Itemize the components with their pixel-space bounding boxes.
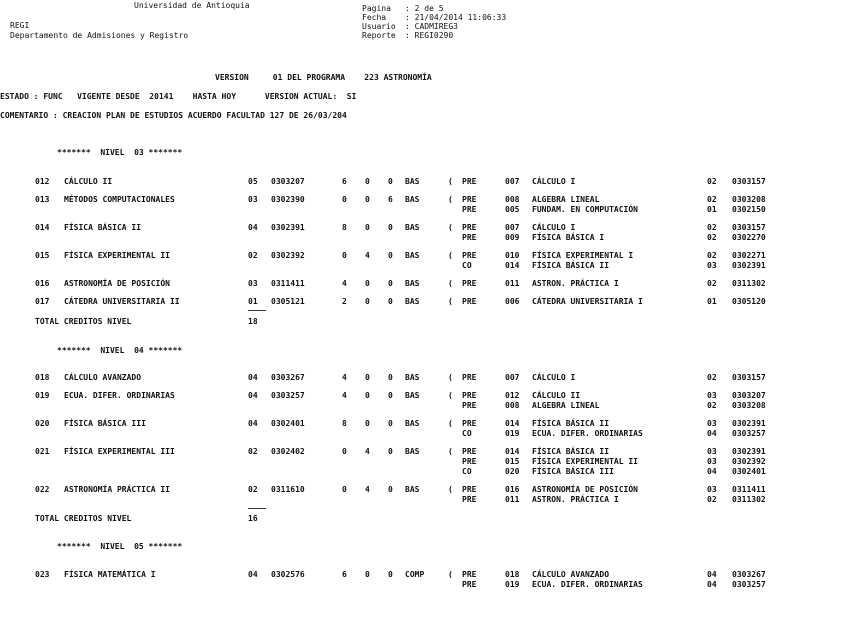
requirement-number: 012 [505,391,520,400]
course-number: 019 [35,391,50,400]
requirement-code: 0303257 [732,429,766,438]
requirement-number: 014 [505,261,520,270]
course-code: 0302576 [271,570,305,579]
course-code: 0305121 [271,297,305,306]
course-credits: 01 [248,297,258,306]
total-credits-value: 16 [248,514,258,523]
course-number: 020 [35,419,50,428]
course-name: FÍSICA MATEMÁTICA I [64,570,156,579]
course-paren: ( [448,297,453,306]
requirement-number: 011 [505,495,520,504]
course-code: 0302401 [271,419,305,428]
requirement-name: FUNDAM. EN COMPUTACIÓN [532,205,638,214]
course-name: CÁLCULO II [64,177,113,186]
system-name: REGI [10,21,30,30]
requirement-kind: PRE [462,485,477,494]
requirement-number: 008 [505,401,520,410]
total-credits-label: TOTAL CREDITOS NIVEL [35,317,132,326]
course-credits: 04 [248,223,258,232]
requirement-number: 010 [505,251,520,260]
course-credits: 03 [248,279,258,288]
requirement-code: 0311302 [732,279,766,288]
requirement-credits: 01 [707,205,717,214]
requirement-kind: PRE [462,391,477,400]
course-name: ASTRONOMÍA DE POSICIÓN [64,279,170,288]
course-credits: 02 [248,251,258,260]
course-hours-lab: 0 [388,447,393,456]
course-name: MÉTODOS COMPUTACIONALES [64,195,175,204]
requirement-credits: 02 [707,401,717,410]
requirement-kind: PRE [462,447,477,456]
meta-value-page: : 2 de 5 [405,4,444,13]
requirement-kind: PRE [462,297,477,306]
requirement-kind: PRE [462,279,477,288]
requirement-kind: PRE [462,233,477,242]
requirement-name: FÍSICA BÁSICA II [532,419,610,428]
requirement-name: ECUA. DIFER. ORDINARIAS [532,429,643,438]
course-code: 0302392 [271,251,305,260]
requirement-number: 009 [505,233,520,242]
course-name: CÁLCULO AVANZADO [64,373,142,382]
course-hours-theory: 4 [342,279,347,288]
requirement-kind: PRE [462,251,477,260]
requirement-credits: 04 [707,467,717,476]
requirement-credits: 04 [707,580,717,589]
meta-label-page: Pagina [362,4,391,13]
course-hours-lab: 6 [388,195,393,204]
course-hours-practice: 4 [365,485,370,494]
course-number: 023 [35,570,50,579]
requirement-code: 0302392 [732,457,766,466]
requirement-name: FÍSICA BÁSICA II [532,261,610,270]
course-paren: ( [448,177,453,186]
course-number: 017 [35,297,50,306]
requirement-number: 014 [505,447,520,456]
requirement-credits: 02 [707,223,717,232]
course-credits: 05 [248,177,258,186]
requirement-kind: PRE [462,223,477,232]
requirement-name: FÍSICA EXPERIMENTAL II [532,457,638,466]
total-credits-label: TOTAL CREDITOS NIVEL [35,514,132,523]
level-title: ******* NIVEL 03 ******* [57,148,183,157]
course-name: ASTRONOMÍA PRÁCTICA II [64,485,170,494]
requirement-name: CÁLCULO I [532,177,576,186]
course-hours-theory: 8 [342,419,347,428]
requirement-name: CÁTEDRA UNIVERSITARIA I [532,297,643,306]
requirement-number: 019 [505,580,520,589]
course-hours-lab: 0 [388,391,393,400]
course-hours-theory: 4 [342,391,347,400]
requirement-kind: PRE [462,570,477,579]
course-number: 022 [35,485,50,494]
requirement-kind: PRE [462,401,477,410]
requirement-credits: 02 [707,233,717,242]
requirement-number: 007 [505,223,520,232]
course-paren: ( [448,419,453,428]
course-hours-lab: 0 [388,177,393,186]
course-hours-theory: 0 [342,251,347,260]
requirement-code: 0311302 [732,495,766,504]
course-hours-practice: 0 [365,391,370,400]
requirement-credits: 02 [707,495,717,504]
requirement-code: 0302391 [732,261,766,270]
requirement-number: 014 [505,419,520,428]
requirement-name: ASTRON. PRÁCTICA I [532,495,619,504]
meta-label-user: Usuario [362,22,396,31]
requirement-code: 0303157 [732,223,766,232]
course-code: 0311610 [271,485,305,494]
requirement-name: FÍSICA BÁSICA III [532,467,614,476]
course-type: BAS [405,223,420,232]
requirement-code: 0302270 [732,233,766,242]
course-name: ECUA. DIFER. ORDINARIAS [64,391,175,400]
requirement-kind: CO [462,429,472,438]
comentario-line: COMENTARIO : CREACION PLAN DE ESTUDIOS ACUERDO FACULTAD 127 DE 26/03/204 [0,111,347,120]
requirement-name: ASTRON. PRÁCTICA I [532,279,619,288]
course-hours-theory: 4 [342,373,347,382]
course-hours-lab: 0 [388,419,393,428]
level-title: ******* NIVEL 05 ******* [57,542,183,551]
meta-label-report: Reporte [362,31,396,40]
course-hours-theory: 0 [342,447,347,456]
requirement-name: ALGEBRA LINEAL [532,401,600,410]
requirement-kind: PRE [462,580,477,589]
course-hours-theory: 2 [342,297,347,306]
version-line: VERSION 01 DEL PROGRAMA 223 ASTRONOMÍA [215,73,432,82]
meta-value-user: : CADMIREG3 [405,22,458,31]
course-credits: 02 [248,447,258,456]
course-paren: ( [448,251,453,260]
requirement-name: FÍSICA BÁSICA II [532,447,610,456]
meta-label-date: Fecha [362,13,387,22]
course-hours-theory: 6 [342,177,347,186]
course-name: CÁTEDRA UNIVERSITARIA II [64,297,180,306]
course-type: COMP [405,570,425,579]
requirement-number: 011 [505,279,520,288]
requirement-number: 007 [505,373,520,382]
requirement-code: 0303157 [732,177,766,186]
requirement-credits: 01 [707,297,717,306]
course-type: BAS [405,373,420,382]
course-number: 014 [35,223,50,232]
course-paren: ( [448,391,453,400]
course-type: BAS [405,195,420,204]
course-credits: 04 [248,373,258,382]
course-type: BAS [405,485,420,494]
university-name: Universidad de Antioquia [134,1,250,10]
course-type: BAS [405,297,420,306]
course-hours-practice: 0 [365,223,370,232]
course-hours-theory: 8 [342,223,347,232]
requirement-credits: 03 [707,457,717,466]
course-hours-practice: 0 [365,570,370,579]
requirement-number: 019 [505,429,520,438]
course-hours-lab: 0 [388,251,393,260]
total-separator [248,508,266,509]
course-paren: ( [448,223,453,232]
course-code: 0311411 [271,279,305,288]
course-hours-theory: 0 [342,485,347,494]
meta-value-report: : REGI0290 [405,31,454,40]
requirement-kind: PRE [462,457,477,466]
requirement-name: ASTRONOMÍA DE POSICIÓN [532,485,638,494]
requirement-number: 018 [505,570,520,579]
requirement-number: 016 [505,485,520,494]
course-paren: ( [448,195,453,204]
requirement-code: 0303267 [732,570,766,579]
requirement-code: 0302391 [732,447,766,456]
course-name: FÍSICA EXPERIMENTAL III [64,447,175,456]
course-hours-practice: 4 [365,447,370,456]
course-hours-lab: 0 [388,373,393,382]
requirement-number: 020 [505,467,520,476]
course-hours-practice: 4 [365,251,370,260]
course-type: BAS [405,447,420,456]
course-credits: 04 [248,391,258,400]
course-number: 013 [35,195,50,204]
course-type: BAS [405,419,420,428]
requirement-kind: PRE [462,495,477,504]
requirement-credits: 02 [707,177,717,186]
requirement-code: 0303157 [732,373,766,382]
course-hours-practice: 0 [365,177,370,186]
requirement-kind: PRE [462,195,477,204]
requirement-number: 015 [505,457,520,466]
course-hours-practice: 0 [365,297,370,306]
requirement-name: CÁLCULO II [532,391,581,400]
total-separator [248,310,266,311]
requirement-code: 0303257 [732,580,766,589]
requirement-credits: 02 [707,279,717,288]
course-paren: ( [448,373,453,382]
course-hours-practice: 0 [365,419,370,428]
course-hours-lab: 0 [388,223,393,232]
requirement-name: CÁLCULO I [532,223,576,232]
course-hours-practice: 0 [365,279,370,288]
course-name: FÍSICA BÁSICA III [64,419,146,428]
requirement-credits: 03 [707,261,717,270]
course-number: 021 [35,447,50,456]
course-hours-theory: 0 [342,195,347,204]
requirement-credits: 03 [707,447,717,456]
requirement-number: 006 [505,297,520,306]
requirement-kind: PRE [462,373,477,382]
requirement-code: 0303208 [732,195,766,204]
requirement-number: 005 [505,205,520,214]
requirement-kind: CO [462,467,472,476]
course-credits: 04 [248,570,258,579]
requirement-code: 0305120 [732,297,766,306]
course-type: BAS [405,391,420,400]
requirement-name: CÁLCULO I [532,373,576,382]
requirement-number: 007 [505,177,520,186]
level-title: ******* NIVEL 04 ******* [57,346,183,355]
requirement-kind: PRE [462,205,477,214]
course-number: 015 [35,251,50,260]
course-hours-lab: 0 [388,297,393,306]
course-code: 0302391 [271,223,305,232]
course-type: BAS [405,279,420,288]
course-hours-lab: 0 [388,570,393,579]
course-code: 0303267 [271,373,305,382]
requirement-code: 0302391 [732,419,766,428]
course-paren: ( [448,485,453,494]
course-number: 016 [35,279,50,288]
course-code: 0302402 [271,447,305,456]
requirement-kind: CO [462,261,472,270]
course-paren: ( [448,447,453,456]
course-type: BAS [405,177,420,186]
course-hours-practice: 0 [365,195,370,204]
requirement-code: 0303207 [732,391,766,400]
requirement-code: 0311411 [732,485,766,494]
requirement-kind: PRE [462,177,477,186]
course-type: BAS [405,251,420,260]
estado-line: ESTADO : FUNC VIGENTE DESDE 20141 HASTA HOY VERSION ACTUAL: SI [0,92,357,101]
course-code: 0303207 [271,177,305,186]
requirement-name: CÁLCULO AVANZADO [532,570,610,579]
requirement-name: ECUA. DIFER. ORDINARIAS [532,580,643,589]
requirement-credits: 03 [707,391,717,400]
course-credits: 02 [248,485,258,494]
requirement-name: FÍSICA BÁSICA I [532,233,605,242]
course-paren: ( [448,570,453,579]
course-credits: 04 [248,419,258,428]
requirement-name: ALGEBRA LINEAL [532,195,600,204]
requirement-number: 008 [505,195,520,204]
requirement-credits: 02 [707,373,717,382]
course-code: 0303257 [271,391,305,400]
course-number: 018 [35,373,50,382]
course-name: FÍSICA BÁSICA II [64,223,142,232]
course-hours-lab: 0 [388,279,393,288]
requirement-credits: 03 [707,485,717,494]
course-number: 012 [35,177,50,186]
course-paren: ( [448,279,453,288]
requirement-credits: 04 [707,570,717,579]
requirement-credits: 03 [707,419,717,428]
course-name: FÍSICA EXPERIMENTAL II [64,251,170,260]
requirement-name: FÍSICA EXPERIMENTAL I [532,251,634,260]
meta-value-date: : 21/04/2014 11:06:33 [405,13,507,22]
requirement-code: 0302271 [732,251,766,260]
requirement-code: 0302150 [732,205,766,214]
requirement-code: 0302401 [732,467,766,476]
requirement-code: 0303208 [732,401,766,410]
course-credits: 03 [248,195,258,204]
course-code: 0302390 [271,195,305,204]
requirement-credits: 02 [707,195,717,204]
total-credits-value: 18 [248,317,258,326]
department-name: Departamento de Admisiones y Registro [10,31,189,40]
requirement-kind: PRE [462,419,477,428]
course-hours-theory: 6 [342,570,347,579]
requirement-credits: 02 [707,251,717,260]
course-hours-lab: 0 [388,485,393,494]
course-hours-practice: 0 [365,373,370,382]
requirement-credits: 04 [707,429,717,438]
